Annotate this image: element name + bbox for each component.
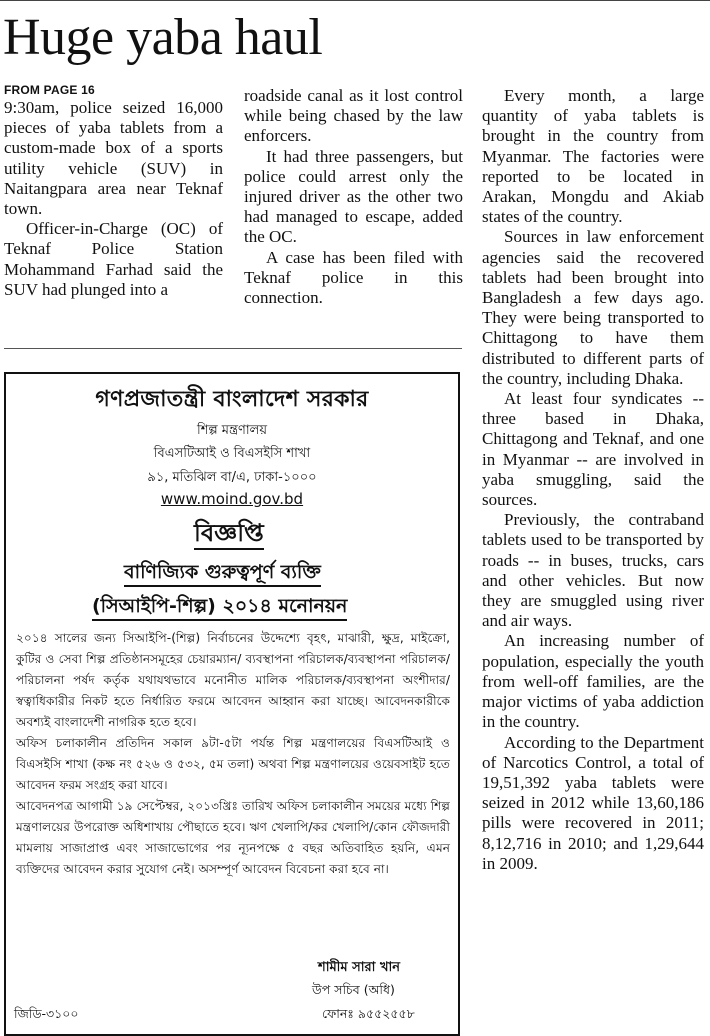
ad-code: জিডি-৩১০০ [14,1006,79,1021]
article-paragraph: An increasing number of population, especially the youth from well-off families, are the major victims of yaba addiction in the country. [482,631,704,732]
column-separator-rule [4,348,462,349]
ad-ministry: শিল্প মন্ত্রণালয় [196,423,268,438]
article-paragraph: A case has been filed with Teknaf police in this connection. [244,247,463,308]
ad-phone: ফোনঃ ৯৫৫২৫৫৮ [322,1006,415,1021]
ad-website-link[interactable]: www.moind.gov.bd [160,490,304,508]
ad-signer-designation: উপ সচিব (অধি) [312,982,395,997]
ad-notice-heading: বিজ্ঞপ্তি [194,518,264,550]
article-paragraph: Officer-in-Charge (OC) of Teknaf Police Station Mohammand Farhad said the SUV had plunged into a [4,219,223,299]
ad-body [16,628,450,880]
ad-subtitle-2: (সিআইপি-শিল্প) ২০১৪ মনোনয়ন [92,594,347,621]
ad-branch: বিএসটিআই ও বিএসইসি শাখা [153,446,311,461]
from-page-label: FROM PAGE 16 [4,83,95,97]
article-paragraph: Every month, a large quantity of yaba tablets is brought in the country from Myanmar. The factories were reported to be located in Arakan, Mongdu and Akiab states of the country. [482,86,704,227]
ad-paragraph: অফিস চলাকালীন প্রতিদিন সকাল ৯টা-৫টা পর্যন্ত শিল্প মন্ত্রণালয়ের বিএসটিআই ও বিএসইসি শাখা (কক্ষ নং ৫২৬ ও ৫৩২, ৫ম তলা) অথবা শিল্প মন্ত্রণালয়ের ওয়েবসাইট হতে আবেদন ফরম সংগ্রহ করা যাবে। [16,736,450,792]
article-paragraph: Sources in law enforcement agencies said the recovered tablets had been brought into Bangladesh a few days ago. They were being transported to Chittagong to have them distributed to different parts of the country, including Dhaka. [482,227,704,388]
ad-government-title: গণপ্রজাতন্ত্রী বাংলাদেশ সরকার [95,387,369,412]
ad-paragraph: ২০১৪ সালের জন্য সিআইপি-(শিল্প) নির্বাচনের উদ্দেশ্যে বৃহৎ, মাঝারী, ক্ষুদ্র, মাইক্রো, কুটির ও সেবা শিল্প প্রতিষ্ঠানসমূহের চেয়ারম্যান/ ব্যবস্থাপনা পরিচালক/ব্যবস্থাপনা পরিচালক/পরিচালনা পর্ষদ কর্তৃক যথাযথভাবে মনোনীত মালিক পরিচালক/ব্যবস্থাপনা অংশীদার/স্বত্বাধিকারীর নিকট হতে নির্ধারিত ফরমে আবেদন আহ্বান করা যাচ্ছে। আবেদনকারীকে অবশ্যই বাংলাদেশী নাগরিক হতে হবে। [16,631,450,729]
article-paragraph: Previously, the contraband tablets used to be transported by roads -- in buses, trucks, cars and other vehicles. But now they are smuggled using river and air ways. [482,510,704,631]
top-rule [0,0,710,1]
ad-address: ৯১, মতিঝিল বা/এ, ঢাকা-১০০০ [147,470,317,485]
government-notice-ad [4,372,460,1036]
article-paragraph: 9:30am, police seized 16,000 pieces of yaba tablets from a custom-made box of a sports utility vehicle (SUV) in Naitangpara area near Teknaf town. [4,98,223,219]
headline: Huge yaba haul [3,9,323,66]
ad-paragraph: আবেদনপত্র আগামী ১৯ সেপ্টেম্বর, ২০১৩খ্রিঃ তারিখ অফিস চলাকালীন সময়ের মধ্যে শিল্প মন্ত্রণালয়ের উপরোক্ত অধিশাখায় পৌছাতে হবে। ঋণ খেলাপি/কর খেলাপি/কোন ফৌজদারী মামলায় সাজাপ্রাপ্ত এবং সাজাভোগের পর ন্যূনপক্ষে ৫ বছর অতিবাহিত হয়নি, এমন ব্যক্তিদের আবেদন করার সুযোগ নেই। অসম্পূর্ণ আবেদন বিবেচনা করা হবে না। [16,799,450,876]
article-paragraph: It had three passengers, but police could arrest only the injured driver as the other two had managed to escape, added the OC. [244,146,463,247]
article-paragraph: At least four syndicates -- three based in Dhaka, Chittagong and Teknaf, and one in Myanmar -- are involved in yaba smuggling, said the sources. [482,389,704,510]
article-paragraph: roadside canal as it lost control while being chased by the law enforcers. [244,86,463,146]
ad-signer-name: শামীম সারা খান [318,960,401,975]
article-paragraph: According to the Department of Narcotics Control, a total of 19,51,392 yaba tablets were seized in 2012 while 13,60,186 pills were recovered in 2011; 8,12,716 in 2010; and 1,29,644 in 2009. [482,732,704,873]
ad-subtitle-1: বাণিজ্যিক গুরুত্বপূর্ণ ব্যক্তি [124,560,321,587]
article-column-1 [4,83,223,300]
article-column-2 [244,86,463,308]
article-column-3 [482,86,704,874]
